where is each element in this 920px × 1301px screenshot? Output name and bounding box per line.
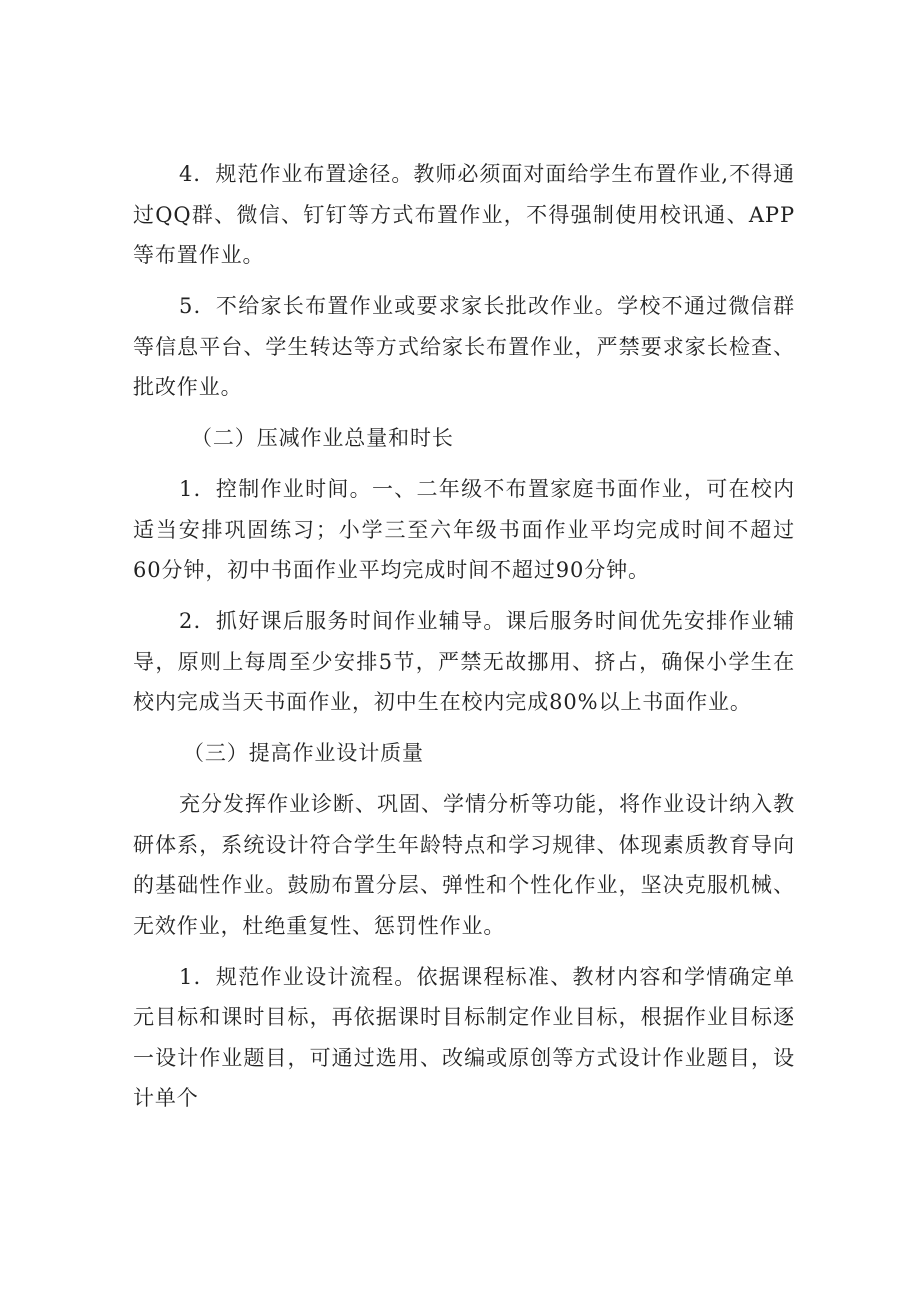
paragraph-after-school-tutoring: 2．抓好课后服务时间作业辅导。课后服务时间优先安排作业辅导，原则上每周至少安排5节，严禁无故挪用、挤占，确保小学生在校内完成当天书面作业，初中生在校内完成80%以上书面作业。 xyxy=(133,609,795,714)
paragraph-item-5: 5．不给家长布置作业或要求家长批改作业。学校不通过微信群等信息平台、学生转达等方式给家长布置作业，严禁要求家长检查、批改作业。 xyxy=(133,294,795,399)
section-heading-design-quality: （三）提高作业设计质量 xyxy=(183,741,424,765)
paragraph-design-overview: 充分发挥作业诊断、巩固、学情分析等功能，将作业设计纳入教研体系，系统设计符合学生年龄特点和学习规律、体现素质教育导向的基础性作业。鼓励布置分层、弹性和个性化作业，坚决克服机械、无效作业，杜绝重复性、惩罚性作业。 xyxy=(133,792,795,938)
paragraph-control-time: 1．控制作业时间。一、二年级不布置家庭书面作业，可在校内适当安排巩固练习；小学三至六年级书面作业平均完成时间不超过60分钟，初中书面作业平均完成时间不超过90分钟。 xyxy=(133,477,795,582)
section-heading-reduce-homework: （二）压减作业总量和时长 xyxy=(191,426,454,450)
paragraph-item-4: 4．规范作业布置途径。教师必须面对面给学生布置作业,不得通过QQ群、微信、钉钉等方式布置作业，不得强制使用校讯通、APP等布置作业。 xyxy=(133,162,795,267)
document-body xyxy=(133,154,795,1129)
paragraph-design-process: 1．规范作业设计流程。依据课程标准、教材内容和学情确定单元目标和课时目标，再依据课时目标制定作业目标，根据作业目标逐一设计作业题目，可通过选用、改编或原创等方式设计作业题目，设计单个 xyxy=(133,964,795,1110)
